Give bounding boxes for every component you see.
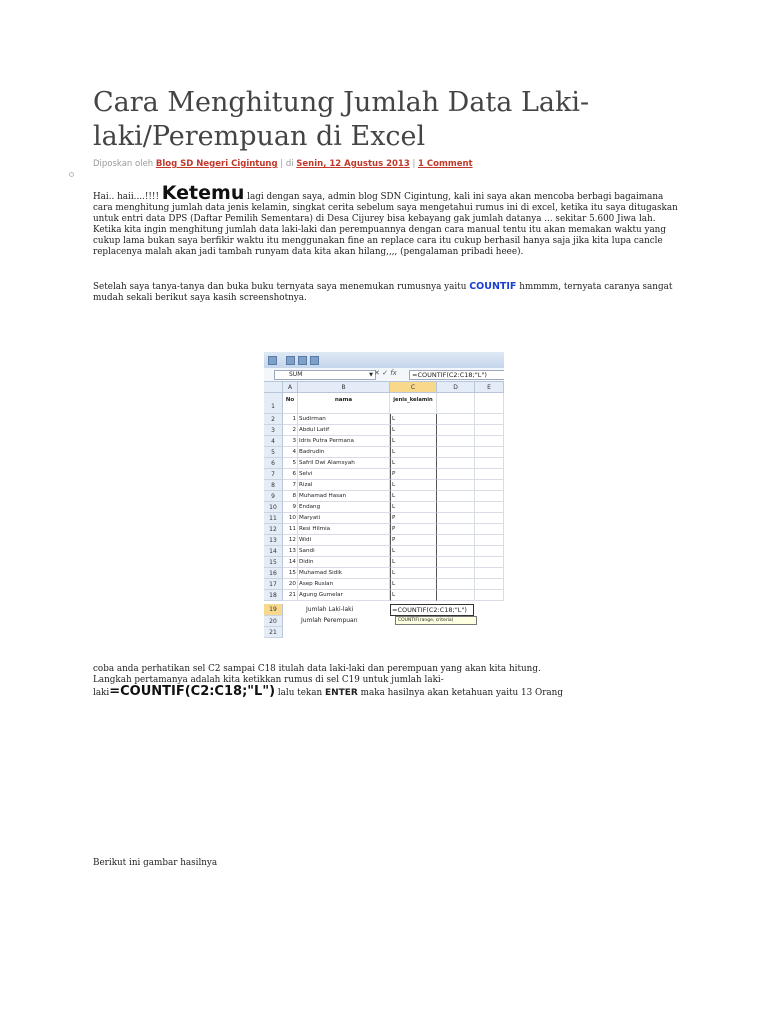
cell-jk[interactable]: L [390, 502, 437, 513]
cell-no[interactable]: 11 [283, 524, 298, 535]
select-all-corner[interactable] [264, 382, 283, 393]
cell[interactable] [475, 469, 504, 480]
row-header[interactable]: 5 [264, 447, 283, 458]
formula-cell-c19[interactable]: =COUNTIF(C2:C18;"L") [390, 604, 474, 616]
formula-bar [264, 368, 504, 382]
on-label: di [285, 159, 294, 169]
post-meta [93, 159, 473, 169]
row-header[interactable]: 15 [264, 557, 283, 568]
cell-nama[interactable]: Asep Ruslan [298, 579, 390, 590]
row-header[interactable]: 13 [264, 535, 283, 546]
col-header-a[interactable]: A [283, 382, 298, 393]
cell-nama[interactable]: Sudirman [298, 414, 390, 425]
result-caption: Berikut ini gambar hasilnya [93, 858, 218, 868]
cell[interactable] [437, 480, 475, 491]
cell-jk[interactable]: P [390, 524, 437, 535]
cell-jk[interactable]: P [390, 535, 437, 546]
cell-nama[interactable]: Rizal [298, 480, 390, 491]
cell[interactable] [437, 579, 475, 590]
cell-jk[interactable]: L [390, 480, 437, 491]
label-jumlah-laki: Jumlah Laki-laki [306, 606, 354, 613]
cell-no[interactable]: 7 [283, 480, 298, 491]
cell[interactable] [437, 524, 475, 535]
post-title: Cara Menghitung Jumlah Data Laki-laki/Perempuan di Excel [93, 87, 590, 152]
cell[interactable] [475, 524, 504, 535]
cell[interactable] [475, 513, 504, 524]
countif-lead: Setelah saya tanya-tanya dan buka buku ternyata saya menemukan rumusnya yaitu [93, 282, 470, 292]
cell-jk[interactable]: L [390, 557, 437, 568]
label-jumlah-perempuan: Jumlah Perempuan [301, 617, 358, 624]
cell[interactable] [437, 425, 475, 436]
countif-rest: hmmmm, ternyata caranya sangat mudah sekali berikut saya kasih screenshotnya. [93, 282, 673, 303]
cell[interactable] [475, 535, 504, 546]
row-header[interactable]: 19 [264, 604, 283, 616]
cell-no[interactable]: 3 [283, 436, 298, 447]
countif-paragraph [93, 281, 678, 304]
cell-nama[interactable]: Muhamad Hasan [298, 491, 390, 502]
row-header[interactable]: 2 [264, 414, 283, 425]
cell-jk[interactable]: L [390, 414, 437, 425]
intro-lead: Hai.. haii....!!!! [93, 192, 162, 202]
cell-jk[interactable]: L [390, 579, 437, 590]
cell[interactable] [475, 579, 504, 590]
cell[interactable] [437, 513, 475, 524]
row-header[interactable]: 11 [264, 513, 283, 524]
cell[interactable] [437, 436, 475, 447]
cell-no[interactable]: 6 [283, 469, 298, 480]
instruction-rest: maka hasilnya akan ketahuan yaitu 13 Orang [357, 688, 563, 698]
excel-ribbon [264, 352, 504, 369]
intro-rest: lagi dengan saya, admin blog SDN Cigintung, kali ini saya akan mencoba berbagi bagaimana cara menghitung jumlah data jenis kelamin, singkat cerita sebelum saya mengetahui rumus ini di excel, ketika itu saya ditugaskan untuk entri data DPS (Daftar Pemilih Sementara) di Desa Cijurey bisa kebayang gak jumlah datanya ... sekitar 5.600 Jiwa lah. Ketika kita ingin menghitung jumlah data laki-laki dan perempuannya dengan cara manual tentu itu akan memakan waktu yang cukup lama bukan saya berfikir waktu itu menggunakan fine an replace cara itu cukup berhasil hanya saja jika kita lupa cancle replacenya malah akan jadi tambah runyam data kita akan hilang,,,, (pengalaman pribadi heee). [93, 192, 678, 257]
big-word: Ketemu [161, 182, 245, 204]
cell[interactable] [475, 425, 504, 436]
cell[interactable] [437, 458, 475, 469]
col-header-e[interactable]: E [475, 382, 504, 393]
cell[interactable] [475, 502, 504, 513]
cell[interactable] [437, 535, 475, 546]
bullet-icon [69, 172, 74, 177]
undo-icon [298, 356, 307, 365]
cell[interactable] [437, 393, 475, 414]
redo-icon [310, 356, 319, 365]
instruction-line-2: Langkah pertamanya adalah kita ketikkan rumus di sel C19 untuk jumlah laki- [93, 675, 444, 685]
cell[interactable] [475, 546, 504, 557]
cell[interactable] [437, 447, 475, 458]
cell[interactable] [475, 447, 504, 458]
row-header[interactable]: 10 [264, 502, 283, 513]
instruction-line-1: coba anda perhatikan sel C2 sampai C18 itulah data laki-laki dan perempuan yang akan kita hitung. [93, 664, 541, 674]
countif-tooltip: COUNTIF(range, criteria) [395, 616, 477, 625]
formula-text: =COUNTIF(C2:C18;"L") [109, 684, 276, 699]
header-cell-jk[interactable]: jenis_kelamin [390, 393, 437, 414]
cell-no[interactable]: 20 [283, 579, 298, 590]
row-header[interactable]: 21 [264, 627, 283, 638]
instruction-mid: lalu tekan [275, 688, 325, 698]
cell-no[interactable]: 8 [283, 491, 298, 502]
cell-no[interactable]: 15 [283, 568, 298, 579]
row-header[interactable]: 8 [264, 480, 283, 491]
cell-nama[interactable]: Selvi [298, 469, 390, 480]
cell-jk[interactable]: P [390, 469, 437, 480]
cell-no[interactable]: 13 [283, 546, 298, 557]
excel-logo-icon [268, 356, 277, 365]
instruction-paragraph [93, 664, 678, 699]
cell-nama[interactable]: Resi Hilmia [298, 524, 390, 535]
row-header[interactable]: 6 [264, 458, 283, 469]
date-link[interactable]: Senin, 12 Agustus 2013 [296, 159, 410, 169]
cell[interactable] [475, 568, 504, 579]
chevron-down-icon: ▼ [369, 372, 373, 378]
col-header-d[interactable]: D [437, 382, 475, 393]
instruction-lead: laki [93, 688, 110, 698]
cell-no[interactable]: 10 [283, 513, 298, 524]
row-header[interactable]: 4 [264, 436, 283, 447]
row-header[interactable]: 7 [264, 469, 283, 480]
row-header[interactable]: 14 [264, 546, 283, 557]
row-header[interactable]: 16 [264, 568, 283, 579]
cell[interactable] [475, 436, 504, 447]
cell-no[interactable]: 5 [283, 458, 298, 469]
cell-jk[interactable]: P [390, 513, 437, 524]
check-icon[interactable]: ✓ [382, 369, 388, 377]
cell[interactable] [437, 502, 475, 513]
intro-paragraph [93, 182, 678, 258]
cell-jk[interactable]: L [390, 546, 437, 557]
cell-nama[interactable]: Didin [298, 557, 390, 568]
cell-jk[interactable]: L [390, 425, 437, 436]
cell[interactable] [475, 557, 504, 568]
cell-nama[interactable]: Muhamad Sidik [298, 568, 390, 579]
row-header[interactable]: 20 [264, 616, 283, 627]
col-header-b[interactable]: B [298, 382, 390, 393]
cell-jk[interactable]: L [390, 436, 437, 447]
row-header[interactable]: 18 [264, 590, 283, 601]
excel-screenshot [264, 352, 504, 643]
cell-nama[interactable]: Badrudin [298, 447, 390, 458]
cell[interactable] [437, 590, 475, 601]
cell-no[interactable]: 2 [283, 425, 298, 436]
row-header[interactable]: 1 [264, 393, 283, 414]
header-cell-nama[interactable]: nama [298, 393, 390, 414]
formula-input[interactable]: =COUNTIF(C2:C18;"L") [409, 370, 504, 380]
cell[interactable] [475, 458, 504, 469]
cell-jk[interactable]: L [390, 568, 437, 579]
cell[interactable] [437, 546, 475, 557]
cell-jk[interactable]: L [390, 590, 437, 601]
row-header[interactable]: 3 [264, 425, 283, 436]
cell[interactable] [475, 480, 504, 491]
meta-separator: | [412, 159, 416, 169]
cell[interactable] [475, 414, 504, 425]
cell[interactable] [437, 469, 475, 480]
cell-no[interactable]: 1 [283, 414, 298, 425]
comments-link[interactable]: 1 Comment [418, 159, 473, 169]
fx-icon[interactable]: fx [390, 369, 397, 377]
save-icon [286, 356, 295, 365]
enter-keyword: ENTER [324, 688, 358, 698]
row-header[interactable]: 9 [264, 491, 283, 502]
cell-jk[interactable]: L [390, 447, 437, 458]
row-header[interactable]: 12 [264, 524, 283, 535]
author-link[interactable]: Blog SD Negeri Cigintung [155, 159, 278, 169]
cell[interactable] [475, 590, 504, 601]
row-header[interactable]: 17 [264, 579, 283, 590]
cell-no[interactable]: 4 [283, 447, 298, 458]
cell[interactable] [437, 568, 475, 579]
cell-nama[interactable]: Abdul Latif [298, 425, 390, 436]
cell[interactable] [437, 491, 475, 502]
header-cell-no[interactable]: No [283, 393, 298, 414]
cell-nama[interactable]: Safril Dwi Alamsyah [298, 458, 390, 469]
cell-jk[interactable]: L [390, 491, 437, 502]
col-header-c[interactable]: C [390, 382, 437, 393]
cell[interactable] [437, 414, 475, 425]
cell-no[interactable]: 21 [283, 590, 298, 601]
cell-no[interactable]: 9 [283, 502, 298, 513]
instruction-line-3 [93, 686, 678, 699]
formula-buttons [374, 369, 397, 377]
meta-separator: | [280, 159, 284, 169]
name-box[interactable] [274, 370, 376, 380]
countif-keyword: COUNTIF [469, 281, 517, 292]
cell-no[interactable]: 14 [283, 557, 298, 568]
cell-nama[interactable]: Agung Gumelar [298, 590, 390, 601]
cell-nama[interactable]: Widi [298, 535, 390, 546]
cell-nama[interactable]: Endang [298, 502, 390, 513]
cancel-icon[interactable]: ✕ [374, 369, 380, 377]
cell-jk[interactable]: L [390, 458, 437, 469]
cell[interactable] [475, 491, 504, 502]
cell[interactable] [437, 557, 475, 568]
name-box-value: SUM [289, 371, 303, 378]
cell-no[interactable]: 12 [283, 535, 298, 546]
posted-by-label: Diposkan oleh [93, 159, 154, 169]
cell-nama[interactable]: Sandi [298, 546, 390, 557]
cell-nama[interactable]: Idris Putra Permana [298, 436, 390, 447]
cell-nama[interactable]: Maryati [298, 513, 390, 524]
cell[interactable] [475, 393, 504, 414]
